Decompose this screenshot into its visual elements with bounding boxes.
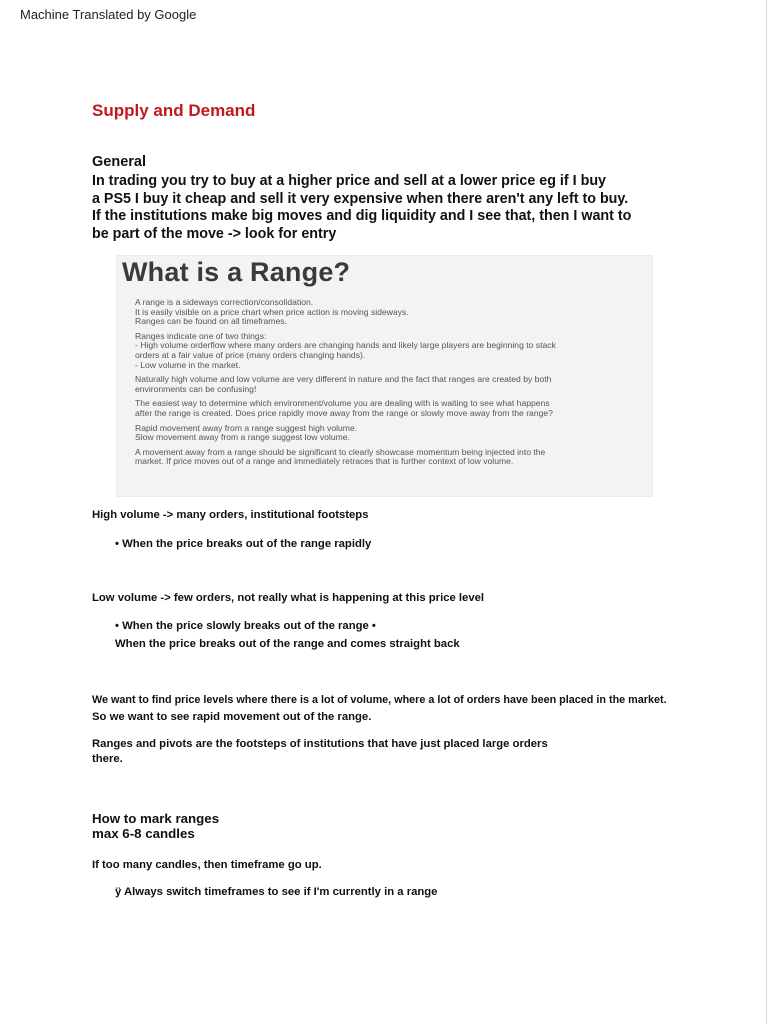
low-volume-line: Low volume -> few orders, not really what is happening at this price level — [92, 592, 485, 604]
intro-line-4: be part of the move -> look for entry — [92, 226, 337, 242]
pivots-line-1: Ranges and pivots are the footsteps of institutions that have just placed large orders — [92, 738, 548, 750]
translation-banner: Machine Translated by Google — [20, 7, 197, 22]
high-volume-line: High volume -> many orders, institutional footsteps — [92, 509, 369, 521]
mark-ranges-heading: How to mark ranges — [92, 811, 220, 826]
figure-title: What is a Range? — [122, 257, 351, 287]
figure-paragraph: Ranges indicate one of two things: - High volume orderflow where many orders are changing hands and likely large players are beginning to stack orders at a fair value of price (many orders changing hands). - Low volume in the market. — [135, 330, 556, 370]
figure-text — [135, 298, 651, 472]
page-title: Supply and Demand — [92, 101, 256, 120]
figure-paragraph: A movement away from a range should be significant to clearly showcase momentum being injected into the market. If price moves out of a range and immediately retraces that is further context of low volume. — [135, 446, 546, 467]
figure-paragraph: Rapid movement away from a range suggest high volume. Slow movement away from a range suggest low volume. — [135, 422, 358, 443]
low-volume-bullet-1: • When the price slowly breaks out of the range • — [115, 620, 376, 632]
find-levels-line-1: We want to find price levels where there is a lot of volume, where a lot of orders have been placed in the market. — [92, 694, 667, 706]
low-volume-bullet-2: When the price breaks out of the range and comes straight back — [115, 638, 460, 650]
intro-line-2: a PS5 I buy it cheap and sell it very expensive when there aren't any left to buy. — [92, 191, 629, 207]
figure-paragraph: A range is a sideways correction/consolidation. It is easily visible on a price chart when price action is moving sideways. Ranges can be found on all timeframes. — [135, 297, 409, 327]
intro-line-1: In trading you try to buy at a higher price and sell at a lower price eg if I buy — [92, 173, 606, 189]
intro-line-3: If the institutions make big moves and dig liquidity and I see that, then I want to — [92, 208, 632, 224]
high-volume-bullet: • When the price breaks out of the range rapidly — [115, 538, 372, 550]
figure-paragraph: The easiest way to determine which environment/volume you are dealing with is waiting to see what happens after the range is created. Does price rapidly move away from the range or slowly move away from the range? — [135, 398, 553, 418]
candles-subheading: max 6-8 candles — [92, 826, 195, 841]
general-heading: General — [92, 154, 146, 170]
timeframe-line: If too many candles, then timeframe go up. — [92, 859, 322, 871]
figure-paragraph: Naturally high volume and low volume are very different in nature and the fact that ranges are created by both environments can be confusing! — [135, 374, 552, 394]
find-levels-line-2: So we want to see rapid movement out of the range. — [92, 711, 372, 723]
switch-timeframes-tip: ÿ Always switch timeframes to see if I'm currently in a range — [115, 886, 438, 898]
pivots-line-2: there. — [92, 753, 123, 765]
range-explainer-image — [116, 255, 653, 497]
